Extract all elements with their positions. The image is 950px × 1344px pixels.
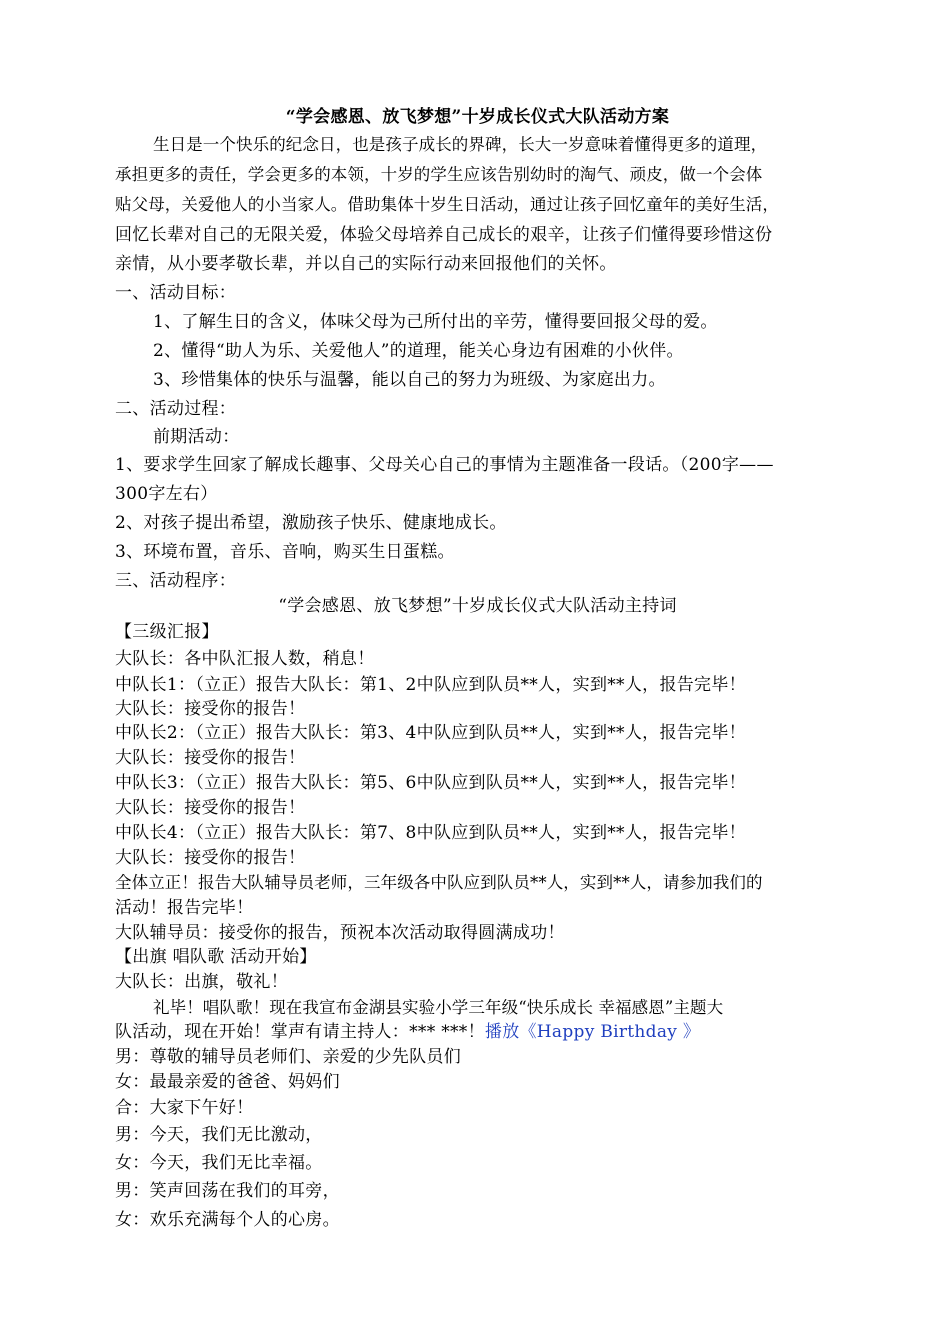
dialog-line: 男：尊敬的辅导员老师们、亲爱的少先队员们 xyxy=(115,1047,461,1067)
report-line: 活动！报告完毕！ xyxy=(115,898,254,918)
goal-item-3: 3、珍惜集体的快乐与温馨，能以自己的努力为班级、为家庭出力。 xyxy=(153,370,666,390)
report-heading: 【三级汇报】 xyxy=(115,622,219,642)
intro-line-2: 承担更多的责任，学会更多的本领，十岁的学生应该告别幼时的淘气、顽皮，做一个会体 xyxy=(115,165,763,184)
report-line: 中队长1：（立正）报告大队长：第1、2中队应到队员**人，实到**人，报告完毕！ xyxy=(115,675,746,695)
intro-line-4: 回忆长辈对自己的无限关爱，体验父母培养自己成长的艰辛，让孩子们懂得要珍惜这份 xyxy=(115,225,773,245)
opening-line-1: 礼毕！唱队歌！现在我宣布金湖县实验小学三年级“快乐成长 幸福感恩”主题大 xyxy=(153,998,724,1017)
report-line: 大队长：接受你的报告！ xyxy=(115,748,306,768)
flag-heading: 【出旗 唱队歌 活动开始】 xyxy=(115,947,317,967)
report-line: 中队长3：（立正）报告大队长：第5、6中队应到队员**人，实到**人，报告完毕！ xyxy=(115,773,746,793)
intro-line-3: 贴父母，关爱他人的小当家人。借助集体十岁生日活动，通过让孩子回忆童年的美好生活， xyxy=(115,195,779,214)
report-line: 大队长：接受你的报告！ xyxy=(115,848,306,868)
report-line: 大队长：接受你的报告！ xyxy=(115,798,306,818)
prep-title: 前期活动： xyxy=(153,427,240,447)
goal-item-2: 2、懂得“助人为乐、关爱他人”的道理，能关心身边有困难的小伙伴。 xyxy=(153,341,684,361)
report-line: 大队长：各中队汇报人数，稍息！ xyxy=(115,649,375,669)
prep-item-2: 2、对孩子提出希望，激励孩子快乐、健康地成长。 xyxy=(115,513,507,533)
dialog-line: 女：最最亲爱的爸爸、妈妈们 xyxy=(115,1072,340,1092)
document-title: “学会感恩、放飞梦想”十岁成长仪式大队活动方案 xyxy=(285,107,670,127)
dialog-line: 合：大家下午好！ xyxy=(115,1098,254,1118)
report-line: 大队长：接受你的报告！ xyxy=(115,699,306,719)
report-line: 中队长4：（立正）报告大队长：第7、8中队应到队员**人，实到**人，报告完毕！ xyxy=(115,823,746,843)
dialog-line: 女：今天，我们无比幸福。 xyxy=(115,1153,323,1173)
play-music-note: 播放《Happy Birthday 》 xyxy=(484,1022,701,1042)
dialog-line: 女：欢乐充满每个人的心房。 xyxy=(115,1210,340,1230)
prep-item-1: 1、要求学生回家了解成长趣事、父母关心自己的事情为主题准备一段话。（200字—— xyxy=(115,455,774,475)
report-line: 全体立正！报告大队辅导员老师，三年级各中队应到队员**人，实到**人，请参加我们的 xyxy=(115,873,763,892)
prep-item-3: 3、环境布置，音乐、音响，购买生日蛋糕。 xyxy=(115,542,455,562)
opening-line-2-text: 队活动，现在开始！掌声有请主持人：*** ***！ xyxy=(115,1022,485,1042)
goal-item-1: 1、了解生日的含义，体味父母为己所付出的辛劳，懂得要回报父母的爱。 xyxy=(153,312,718,332)
intro-line-5: 亲情，从小要孝敬长辈，并以自己的实际行动来回报他们的关怀。 xyxy=(115,254,617,274)
report-line: 中队长2：（立正）报告大队长：第3、4中队应到队员**人，实到**人，报告完毕！ xyxy=(115,723,746,743)
prep-item-1-cont: 300字左右） xyxy=(115,484,218,504)
intro-line-1: 生日是一个快乐的纪念日，也是孩子成长的界碑，长大一岁意味着懂得更多的道理， xyxy=(153,135,768,154)
dialog-line: 男：今天，我们无比激动， xyxy=(115,1125,323,1145)
dialog-line: 男：笑声回荡在我们的耳旁， xyxy=(115,1181,340,1201)
flag-command: 大队长：出旗，敬礼！ xyxy=(115,972,288,992)
report-line: 大队辅导员：接受你的报告，预祝本次活动取得圆满成功！ xyxy=(115,923,565,943)
section-heading-process: 二、活动过程： xyxy=(115,399,237,419)
section-heading-program: 三、活动程序： xyxy=(115,571,237,591)
section-heading-goals: 一、活动目标： xyxy=(115,283,237,303)
opening-line-2 xyxy=(115,1021,840,1043)
script-title: “学会感恩、放飞梦想”十岁成长仪式大队活动主持词 xyxy=(278,596,677,616)
